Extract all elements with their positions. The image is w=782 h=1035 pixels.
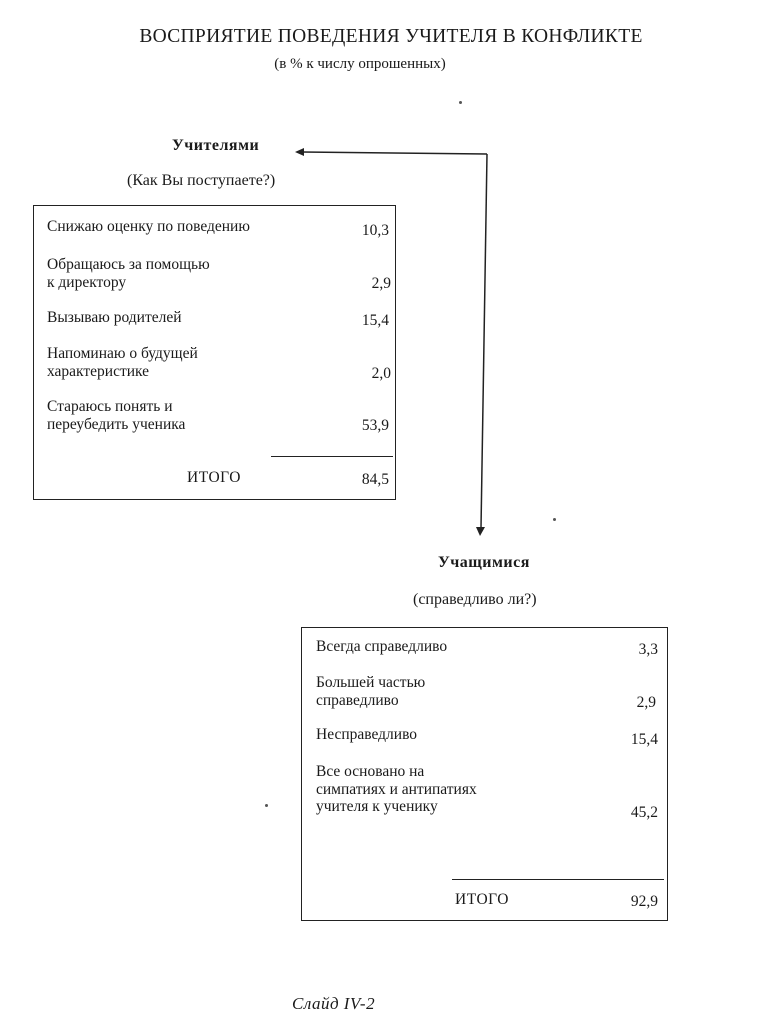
teachers-row-value: 2,9 [371, 275, 391, 292]
students-total-value: 92,9 [630, 893, 658, 910]
arrow-left-head [295, 148, 304, 156]
teachers-row-value: 2,0 [371, 365, 391, 382]
students-row-value: 2,9 [636, 694, 656, 711]
students-heading: Учащимися [438, 554, 530, 571]
page-subtitle: (в % к числу опрошенных) [274, 56, 446, 72]
slide-footer: Слайд IV-2 [292, 994, 376, 1013]
teachers-total-rule [271, 456, 393, 457]
students-row-value: 15,4 [630, 731, 658, 748]
teachers-total-value: 84,5 [361, 471, 389, 488]
teachers-row-label: Вызываю родителей [47, 309, 182, 326]
students-row-label: Все основано на симпатиях и антипатиях учителя к ученику [316, 763, 477, 815]
teachers-row-value: 10,3 [361, 222, 389, 239]
students-row-label: Большей частью справедливо [316, 674, 426, 709]
teachers-row-value: 15,4 [361, 312, 389, 329]
students-row-value: 3,3 [638, 641, 658, 658]
scan-speck [265, 804, 268, 807]
scan-speck [553, 518, 556, 521]
students-row-label: Несправедливо [316, 726, 418, 743]
arrow-down-head [476, 527, 485, 536]
teachers-row-label: Снижаю оценку по поведению [47, 218, 250, 235]
students-row-label: Всегда справедливо [316, 638, 448, 655]
students-total-rule [452, 879, 664, 880]
students-total-label: ИТОГО [455, 891, 509, 908]
teachers-table [33, 205, 396, 500]
students-question: (справедливо ли?) [413, 591, 537, 608]
students-row-value: 45,2 [630, 804, 658, 821]
teachers-question: (Как Вы поступаете?) [127, 172, 276, 189]
page-title: ВОСПРИЯТИЕ ПОВЕДЕНИЯ УЧИТЕЛЯ В КОНФЛИКТЕ [139, 26, 643, 47]
teachers-row-label: Обращаюсь за помощью к директору [47, 256, 210, 291]
teachers-row-value: 53,9 [361, 417, 389, 434]
teachers-row-label: Стараюсь понять и переубедить ученика [47, 398, 186, 433]
teachers-heading: Учителями [172, 137, 260, 154]
scan-speck [459, 101, 462, 104]
teachers-row-label: Напоминаю о будущей характеристике [47, 345, 198, 380]
students-table [301, 627, 668, 921]
teachers-total-label: ИТОГО [187, 469, 241, 486]
